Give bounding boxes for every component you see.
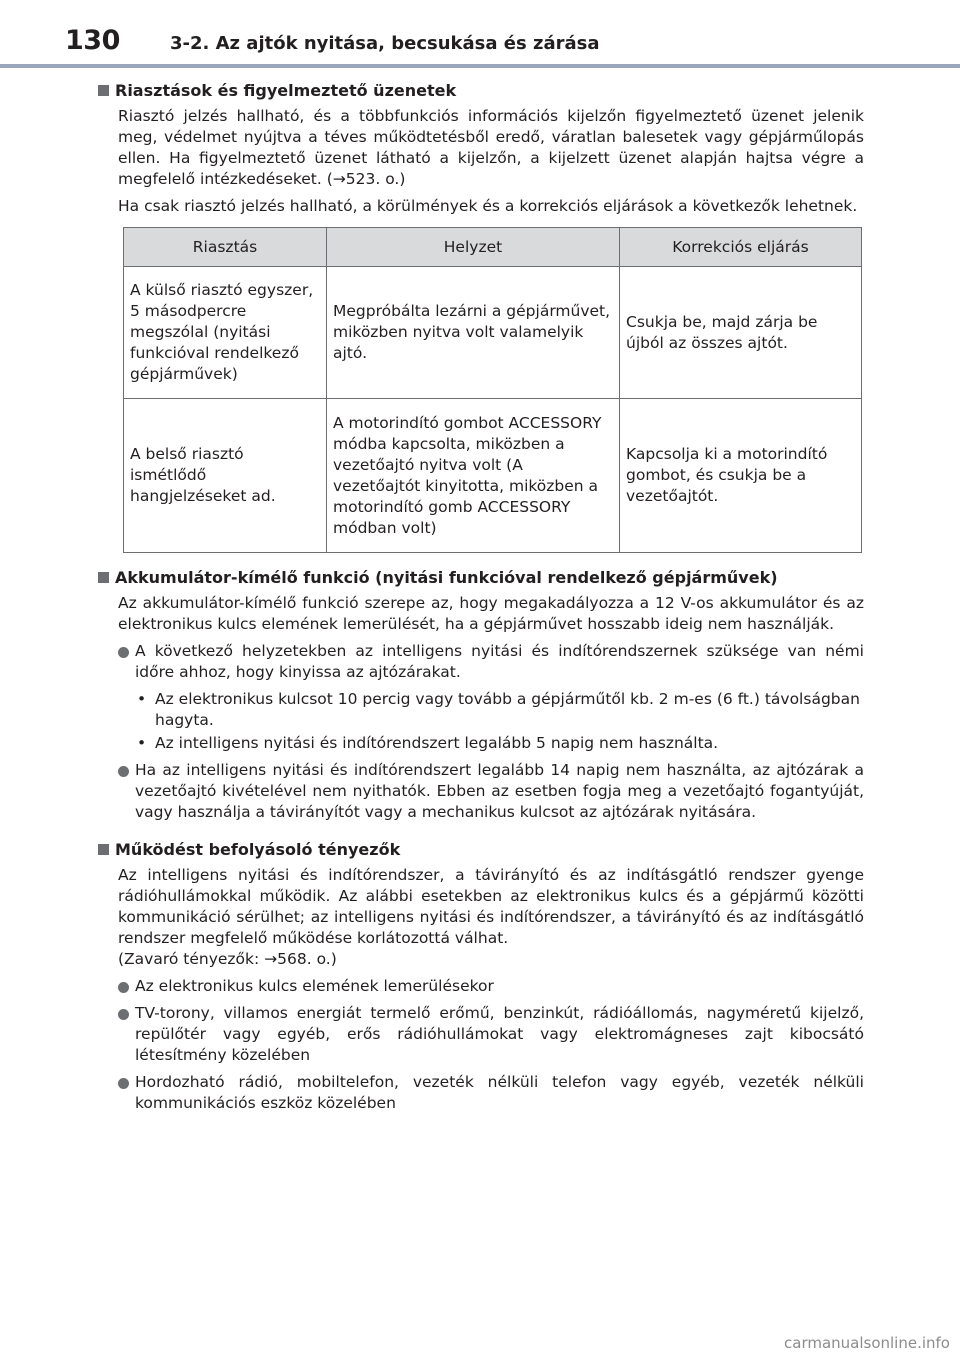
- watermark: carmanualsonline.info: [784, 1334, 950, 1352]
- table-header-correction: Korrekciós eljárás: [620, 228, 862, 267]
- sub-list-item: • Az elektronikus kulcsot 10 percig vagy tovább a gépjárműtől kb. 2 m-es (6 ft.) távolságban hagyta.: [137, 690, 860, 729]
- round-bullet-icon: [118, 982, 129, 993]
- battery-paragraph: Az akkumulátor-kímélő funkció szerepe az, hogy megakadályozza a 12 V-os akkumulátor és az elektronikus kulcs elemének lemerülését, ha a gépjárművet hosszabb ideig nem használják.: [118, 594, 864, 633]
- alarms-paragraph-2: Ha csak riasztó jelzés hallható, a körülmények és a korrekciós eljárások a következők lehetnek.: [118, 197, 858, 215]
- sub-list-item: • Az intelligens nyitási és indítórendszert legalább 5 napig nem használta.: [137, 734, 719, 752]
- list-item: Az elektronikus kulcs elemének lemerülésekor: [118, 976, 864, 997]
- chapter-title: 3-2. Az ajtók nyitása, becsukása és zárása: [170, 33, 600, 54]
- list-item: TV-torony, villamos energiát termelő erőmű, benzinkút, rádióállomás, nagyméretű kijelző, repülőtér vagy egyéb, erős rádióhullámokat vagy elektromágneses zajt kibocsátó létesítmény közelében: [118, 1003, 864, 1066]
- section-title-battery: Akkumulátor-kímélő funkció (nyitási funkcióval rendelkező gépjárművek): [98, 567, 864, 589]
- table-cell-situation: Megpróbálta lezárni a gépjárművet, miközben nyitva volt valamelyik ajtó.: [327, 267, 620, 399]
- round-bullet-icon: [118, 647, 129, 658]
- table-row: [124, 399, 862, 553]
- list-item: A következő helyzetekben az intelligens nyitási és indítórendszernek szüksége van némi időre ahhoz, hogy kinyissa az ajtózárakat.: [118, 641, 864, 683]
- table-cell-correction: Csukja be, majd zárja be újból az összes ajtót.: [620, 267, 862, 399]
- section-title-factors: Működést befolyásoló tényezők: [98, 839, 864, 861]
- table-header-situation: Helyzet: [327, 228, 620, 267]
- table-cell-alarm: A belső riasztó ismétlődő hangjelzéseket ad.: [124, 399, 327, 553]
- section-title-alarms: Riasztások és figyelmeztető üzenetek: [98, 80, 864, 102]
- factors-reference: (Zavaró tényezők: →568. o.): [118, 950, 337, 968]
- square-bullet-icon: [98, 572, 109, 583]
- round-bullet-icon: [118, 1078, 129, 1089]
- factors-paragraph: Az intelligens nyitási és indítórendszer, a távirányító és az indításgátló rendszer gyenge rádióhullámokkal működik. Az alábbi esetekben az elektronikus kulcs és a gépjármű közötti kommunikáció sérülhet; az intelligens nyitási és indítórendszer, a távirányító és az indításgátló rendszer megfelelő működése korlátozottá válhat.: [118, 866, 864, 947]
- table-header-alarm: Riasztás: [124, 228, 327, 267]
- square-bullet-icon: [98, 85, 109, 96]
- alarms-paragraph-1: Riasztó jelzés hallható, és a többfunkciós információs kijelzőn figyelmeztető üzenet jelenik meg, védelmet nyújtva a téves működtetésből eredő, váratlan balesetek vagy gépjárműlopás ellen. Ha figyelmeztető üzenet látható a kijelzőn, a kijelzett üzenet alapján hajtsa végre a megfelelő intézkedéseket. (→523. o.): [118, 107, 864, 188]
- table-cell-alarm: A külső riasztó egyszer, 5 másodpercre megszólal (nyitási funkcióval rendelkező gépjárművek): [124, 267, 327, 399]
- header-rule: [0, 64, 960, 68]
- small-bullet-icon: •: [137, 734, 147, 752]
- page-header: [0, 0, 960, 64]
- page-number: 130: [65, 25, 120, 56]
- page-content: [98, 80, 864, 1120]
- table-cell-correction: Kapcsolja ki a motorindító gombot, és csukja be a vezetőajtót.: [620, 399, 862, 553]
- table-header-row: [124, 228, 862, 267]
- square-bullet-icon: [98, 844, 109, 855]
- list-item: Hordozható rádió, mobiltelefon, vezeték nélküli telefon vagy egyéb, vezeték nélküli kommunikációs eszköz közelében: [118, 1072, 864, 1114]
- list-item: Ha az intelligens nyitási és indítórendszert legalább 14 napig nem használta, az ajtózárak a vezetőajtó kivételével nem nyithatók. Ebben az esetben fogja meg a vezetőajtó fogantyúját, vagy használja a távirányítót vagy a mechanikus kulcsot az ajtózárak nyitására.: [118, 760, 864, 823]
- alarm-table: [123, 227, 862, 553]
- round-bullet-icon: [118, 766, 129, 777]
- small-bullet-icon: •: [137, 690, 147, 708]
- table-row: [124, 267, 862, 399]
- round-bullet-icon: [118, 1009, 129, 1020]
- table-cell-situation: A motorindító gombot ACCESSORY módba kapcsolta, miközben a vezetőajtó nyitva volt (A vezetőajtót kinyitotta, miközben a motorindító gomb ACCESSORY módban volt): [327, 399, 620, 553]
